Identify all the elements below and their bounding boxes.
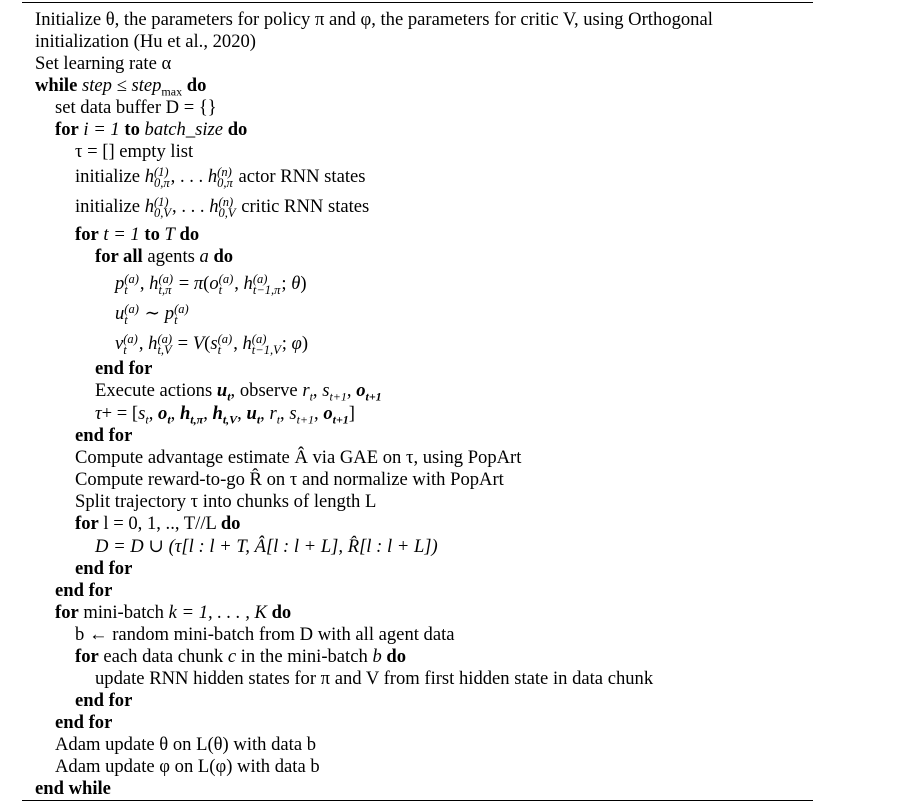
line-text: Compute advantage estimate Â via GAE on τ, using PopArt	[75, 447, 522, 468]
keyword-end-for: end for	[55, 712, 113, 733]
line-text: initialize	[75, 196, 141, 217]
line-for-each-chunk: for each data chunk c in the mini-batch b do	[75, 646, 407, 667]
line-tail: actor RNN states	[238, 166, 366, 187]
keyword-to: to	[124, 119, 140, 140]
line-random-minibatch	[75, 624, 455, 646]
keyword-to: to	[144, 224, 160, 245]
line-adam-theta	[55, 734, 316, 756]
line-text: initialize	[75, 166, 141, 187]
line-end-for-chunks	[75, 558, 132, 580]
line-execute: Execute actions $u_t$, observe $r_t$, $s_{t+1}$, $o_{t+1}$	[95, 380, 382, 404]
keyword-for: for	[75, 513, 99, 534]
keyword-end-for: end for	[95, 358, 153, 379]
line-text: Adam update θ on L(θ) with data b	[55, 734, 317, 755]
line-text: Initialize θ, the parameters for policy π and φ, the parameters for critic V, using Orthogonal	[35, 9, 713, 30]
line-empty-list	[75, 141, 193, 163]
keyword-end-for: end for	[75, 425, 133, 446]
bottom-rule	[22, 800, 813, 801]
keyword-for: for	[55, 119, 79, 140]
line-mid: , observe	[230, 380, 298, 401]
line-for-all-agents	[95, 246, 233, 268]
keyword-for-all: for all	[95, 246, 143, 267]
for-range: k = 1, . . . , K	[168, 602, 267, 623]
line-text: Adam update φ on L(φ) with data b	[55, 756, 320, 777]
agent-var: a	[199, 246, 209, 267]
line-text: D = D ∪ (τ[l : l + T, Â[l : l + L], R̂[l : l + L])	[95, 536, 438, 557]
line-adam-phi	[55, 756, 320, 778]
line-text: initialization (Hu et al., 2020)	[35, 31, 257, 52]
line-end-for-each-chunk	[75, 690, 132, 712]
line-mid: in the mini-batch	[240, 646, 368, 667]
line-end-for-t	[75, 425, 132, 447]
line-text: Compute reward-to-go R̂ on τ and normalize with PopArt	[75, 469, 504, 490]
line-update-hidden	[95, 668, 653, 690]
keyword-while: while	[35, 75, 78, 96]
for-limit: T	[164, 224, 175, 245]
line-text: update RNN hidden states for π and V from first hidden state in data chunk	[95, 668, 654, 689]
line-sample-action: u (a) t ∼ p (a) t	[115, 301, 189, 327]
line-buffer-update	[95, 536, 438, 558]
line-for-minibatch	[55, 602, 291, 624]
line-split-trajectory	[75, 491, 376, 513]
line-advantage	[75, 447, 521, 469]
keyword-end-for: end for	[75, 690, 133, 711]
line-text: mini-batch	[83, 602, 164, 623]
for-limit: batch_size	[144, 119, 224, 140]
keyword-for: for	[75, 646, 99, 667]
keyword-end-for: end for	[55, 580, 113, 601]
keyword-do: do	[213, 246, 234, 267]
for-condition: i = 1	[83, 119, 120, 140]
for-range: l = 0, 1, .., T//L	[103, 513, 217, 534]
keyword-do: do	[271, 602, 292, 623]
line-text: τ = [] empty list	[75, 141, 194, 162]
line-end-for-agents	[95, 358, 152, 380]
line-tail: critic RNN states	[241, 196, 370, 217]
for-condition: t = 1	[103, 224, 140, 245]
line-buffer	[55, 97, 217, 119]
keyword-end-for: end for	[75, 558, 133, 579]
line-text: each data chunk	[103, 646, 224, 667]
keyword-do: do	[179, 224, 200, 245]
line-for-t	[75, 224, 199, 246]
line-text: b ← random mini-batch from D with all agent data	[75, 624, 455, 645]
line-text: agents	[147, 246, 195, 267]
keyword-for: for	[55, 602, 79, 623]
line-text: set data buffer D = {}	[55, 97, 217, 118]
line-append-trajectory: $\tau+ = [s_t$, $o_t$, $h_{t,\pi}$, $h_{t,V}$, $u_t$, $r_t$, $s_{t+1}$, $o_{t+1}$]	[95, 403, 355, 427]
line-actor-states: initialize h (1) 0,π , . . . h (n) 0,π actor RNN states	[75, 164, 366, 190]
while-condition: step ≤ step	[82, 75, 162, 96]
line-text: Set learning rate α	[35, 53, 172, 74]
while-subscript: max	[161, 84, 183, 99]
line-learning-rate	[35, 53, 171, 75]
line-while	[35, 75, 206, 97]
line-critic-states: initialize h (1) 0,V , . . . h (n) 0,V critic RNN states	[75, 194, 370, 220]
line-end-for-minibatch	[55, 712, 112, 734]
line-initialize-params-cont	[35, 31, 256, 53]
keyword-for: for	[75, 224, 99, 245]
line-critic-step: v (a) t , h (a) t,V = V(s (a) t , h (a) t−1,V ; φ)	[115, 331, 309, 357]
keyword-do: do	[220, 513, 241, 534]
keyword-end-while: end while	[35, 778, 111, 799]
keyword-do: do	[186, 75, 207, 96]
line-for-chunks	[75, 513, 240, 535]
line-text: Split trajectory τ into chunks of length L	[75, 491, 377, 512]
line-for-batch	[55, 119, 247, 141]
line-text: Execute actions	[95, 380, 213, 401]
line-initialize-params	[35, 9, 713, 31]
line-reward-to-go	[75, 469, 504, 491]
line-policy-step: p (a) t , h (a) t,π = π(o (a) t , h (a) t−1,π ; θ)	[115, 271, 307, 297]
line-end-while	[35, 778, 111, 800]
line-end-for-batch	[55, 580, 112, 602]
keyword-do: do	[227, 119, 248, 140]
keyword-do: do	[386, 646, 407, 667]
